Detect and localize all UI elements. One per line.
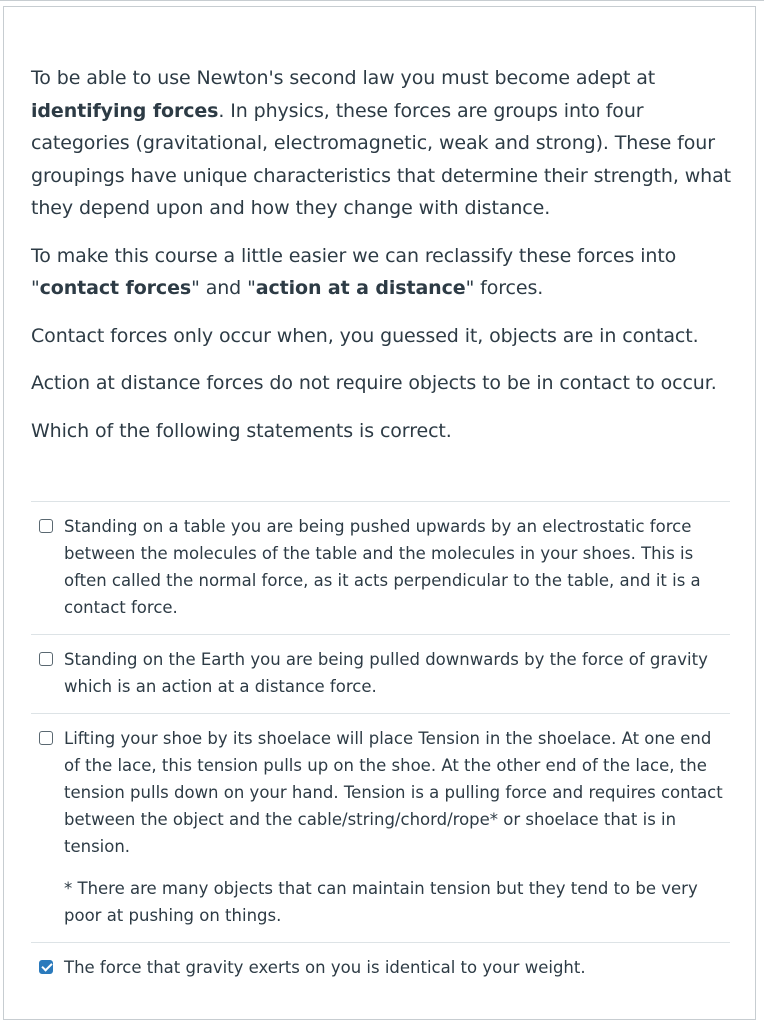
question-paragraph-1 [31,62,731,225]
answer-option-2[interactable] [31,634,730,713]
question-text [31,62,731,462]
answer-list [31,501,730,994]
checkbox-unchecked[interactable] [39,731,53,745]
answer-label: Lifting your shoe by its shoelace will place Tension in the shoelace. At one end of the lace, this tension pulls up on the shoe. At the other end of the lace, the tension pulls down on your hand. Tension is a pulling force and requires contact between the object and the cable/string/chord/rope* or shoelace that is in tension. [64,729,723,856]
question-paragraph-3: Contact forces only occur when, you guessed it, objects are in contact. [31,324,699,347]
answer-text [64,725,730,929]
question-text-run: " forces. [465,277,544,299]
answer-option-1[interactable] [31,501,730,634]
checkbox-checked[interactable] [39,960,53,974]
top-border [0,0,764,1]
question-paragraph-5: Which of the following statements is correct. [31,419,452,442]
question-text-run: To be able to use Newton's second law you must become adept at [31,67,656,89]
question-bold-contact-forces: contact forces [39,277,192,299]
checkbox-unchecked[interactable] [39,652,53,666]
answer-label: The force that gravity exerts on you is identical to your weight. [64,958,586,977]
question-bold-identifying-forces: identifying forces [31,99,219,122]
answer-label: Standing on a table you are being pushed upwards by an electrostatic force between the molecules of the table and the molecules in your shoes. This is often called the normal force, as it acts perpendicular to the table, and it is a contact force. [64,517,701,617]
checkbox-unchecked[interactable] [39,519,53,533]
answer-label: Standing on the Earth you are being pulled downwards by the force of gravity which is an action at a distance force. [64,650,708,696]
question-text-run: " and " [191,277,256,299]
question-paragraph-2 [31,240,731,305]
question-paragraph-4: Action at distance forces do not require objects to be in contact to occur. [31,372,717,394]
answer-option-3[interactable] [31,713,730,942]
answer-text [64,513,730,621]
answer-footnote: * There are many objects that can maintain tension but they tend to be very poor at pushing on things. [64,879,698,925]
question-text-run: To make this course a little easier we can reclassify these forces into " [31,244,677,299]
question-bold-action-at-a-distance: action at a distance [255,277,466,299]
question-text-run: . In physics, these forces are groups into four categories (gravitational, electromagnetic, weak and strong). These four groupings have unique characteristics that determine their strength, what they depend upon and how they change with distance. [31,99,731,219]
answer-text [64,646,730,700]
answer-text [64,954,730,981]
answer-option-4[interactable] [31,942,730,994]
